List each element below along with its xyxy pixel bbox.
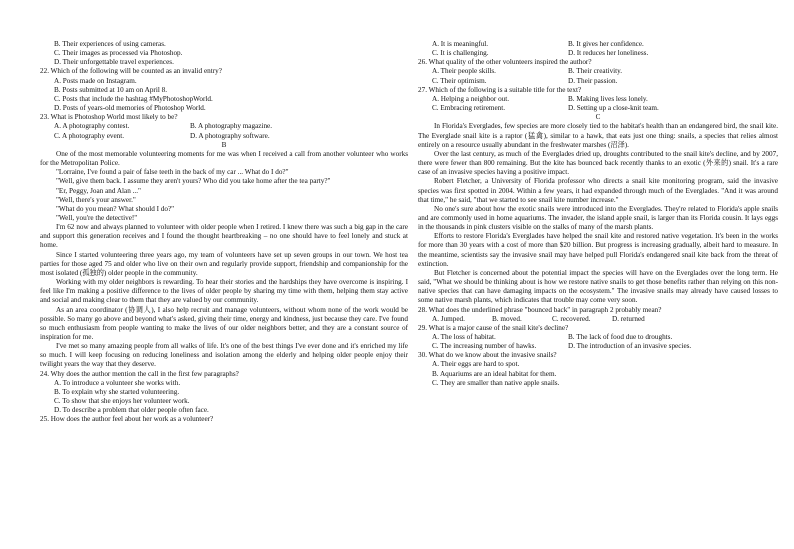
paragraph: No one's sure about how the exotic snails were introduced into the Everglades. They're related to Florida's apple snails and are commonly used in home aquariums. The invader, the island apple snail, is larger than its Florida cousin. It lays eggs in the thousands in pink clusters visible on the stalks of many of the marsh plants. [418,204,778,232]
question-text: 29. What is a major cause of the snail kite's decline? [418,323,569,332]
question-text: 25. How does the author feel about her work as a volunteer? [40,415,214,424]
answer-option: B. To explain why she started volunteering. [54,387,180,396]
dialogue-line: "Well, you're the detective!" [56,213,138,222]
answer-option: B. moved. [492,314,522,323]
answer-option: A. Their eggs are hard to spot. [432,360,520,369]
answer-option: A. Helping a neighbor out. [432,94,510,103]
answer-option-row [418,40,778,49]
answer-option: B. Their experiences of using cameras. [54,40,166,48]
answer-option: B. Making lives less lonely. [568,94,648,103]
question-text: 27. Which of the following is a suitable title for the text? [418,85,582,94]
answer-option: C. They are smaller than native apple snails. [432,378,560,387]
answer-option: A. A photography contest. [54,122,130,131]
answer-option-row [418,77,778,86]
dialogue-line: "Lorraine, I've found a pair of false teeth in the back of my car ... What do I do?" [56,168,289,177]
answer-option: A. To introduce a volunteer she works with. [54,378,181,387]
answer-option: C. A photography event. [54,131,125,140]
answer-option: D. Their passion. [568,76,618,85]
dialogue-line: "What do you mean? What should I do?" [56,204,175,213]
paragraph: "Well, give them back. I assume they aren't yours? Who did you take home after the tea party?" [56,177,331,186]
question-text: 28. What does the underlined phrase "bounced back" in paragraph 2 probably mean? [418,305,662,314]
question-text: 22. Which of the following will be counted as an invalid entry? [40,67,222,76]
answer-option-row [418,333,778,342]
answer-option-row [418,49,778,58]
answer-option: D. It reduces her loneliness. [568,49,649,58]
answer-option: D. Posts of years-old memories of Photoshop World. [54,104,206,113]
answer-option: C. Their optimism. [432,76,487,85]
answer-option: B. Aquariums are an ideal habitat for them. [432,369,557,378]
paragraph: As an area coordinator (协调人), I also help recruit and manage volunteers, without whom none of the work would be possible. So many go above and beyond what's asked, giving their time, energy and kindness, just because they care. I've found so much enthusiasm from people wanting to make the lives of our older neighbors better, and they are a constant source of inspiration for me. [40,305,408,341]
paragraph: Robert Fletcher, a University of Florida professor who directs a snail kite monitoring program, said the invasive species was first spotted in 2004. Within a few years, it had expanded through much of the Everglades. "And it was around that time," he said, "that we started to see snail kite number increase." [418,177,778,204]
answer-option-row [418,315,778,324]
question-text: 24. Why does the author mention the call in the first few paragraphs? [40,369,239,378]
answer-option: A. It is meaningful. [432,40,489,48]
answer-option: A. Posts made on Instagram. [54,76,137,85]
answer-option: B. It gives her confidence. [568,40,644,48]
answer-option: A. Their people skills. [432,67,496,76]
answer-option: B. The lack of food due to droughts. [568,333,673,341]
answer-option-row [40,132,408,141]
answer-option-row [40,122,408,131]
answer-option-row [418,67,778,76]
paragraph: Over the last century, as much of the Everglades dried up, droughts contributed to the snail kite's decline, and by 2007, there were fewer than 800 remaining. But the kite has bounced back recently thanks to an exotic (外来的) snail. It's a rare case of an invasive species having a positive impact. [418,149,778,177]
paragraph: But Fletcher is concerned about the potential impact the species will have on the Everglades over the long term. He said, "What we should be thinking about is how we restore native snails to get those benefits rather than relying on this non-native species that can have damaging impacts on the ecosystem." The invasive snails may already have caused losses to some native marsh plants, which indicates that trouble may come very soon. [418,268,778,305]
answer-option: C. recovered. [552,314,591,323]
paragraph: In Florida's Everglades, few species are more closely tied to the habitat's health than an endangered bird, the snail kite. The Everglade snail kite is a raptor (猛禽), similar to a hawk, that eats just one thing: snails, a species that relies almost entirely on a resource usually abundant in the freshwater marshes (沼泽). [418,122,778,149]
paragraph: Efforts to restore Florida's Everglades have helped the snail kite and restored native vegetation. It's been in the works for more than 30 years with a cost of more than $20 billion. But progress is increasing gradually, albeit hard to measure. In the meantime, scientists say the invasive snail may have helped pull Florida's endangered snail kite back from the threat of extinction. [418,232,778,268]
section-label: C [595,113,601,122]
paragraph: I'm 62 now and always planned to volunteer with older people when I retired. I knew there was such a big gap in the care and support this generation receives and I found the thought heartbreaking – no one should have to feel lonely and stuck at home. [40,223,408,250]
answer-option: C. Their images as processed via Photoshop. [54,49,183,58]
answer-option: B. A photography magazine. [190,122,273,131]
right-column [418,40,778,388]
answer-option: C. The increasing number of hawks. [432,342,537,351]
answer-option: D. Setting up a close-knit team. [568,104,659,113]
answer-option: B. Their creativity. [568,67,623,76]
answer-option: D. Their unforgettable travel experiences. [54,58,174,67]
answer-option: D. A photography software. [190,131,270,140]
answer-option: C. Posts that include the hashtag #MyPhotoshopWorld. [54,94,213,103]
answer-option: B. Posts submitted at 10 am on April 8. [54,85,168,94]
answer-option: A. Jumped. [432,314,465,323]
question-text: 26. What quality of the other volunteers inspired the author? [418,58,592,67]
answer-option: C. Embracing retirement. [432,104,506,113]
answer-option: D. The introduction of an invasive species. [568,342,692,351]
left-column [40,40,408,425]
answer-option: C. To show that she enjoys her volunteer work. [54,397,190,406]
paragraph: Since I started volunteering three years ago, my team of volunteers have set up seven groups in our town. We host tea parties for those aged 75 and older who live on their own and regularly provide support, friendship and companionship for the most isolated (孤独的) older people in the community. [40,250,408,277]
dialogue-line: "Well, there's your answer." [56,195,136,204]
answer-option: D. returned [612,314,645,323]
answer-option: D. To describe a problem that older people often face. [54,406,209,415]
dialogue-line: "Er, Peggy, Joan and Alan ..." [56,186,141,195]
question-text: 30. What do we know about the invasive snails? [418,351,557,360]
question-text: 23. What is Photoshop World most likely to be? [40,113,178,122]
paragraph: I've met so many amazing people from all walks of life. It's one of the best things I've ever done and it's enriched my life so much. I will keep focusing on reducing loneliness and isolation among the elderly and helping older people enjoy their twilight years the way that they deserve. [40,342,408,369]
paragraph: One of the most memorable volunteering moments for me was when I received a call from another volunteer who works for the Metropolitan Police. [40,149,408,168]
paragraph: Working with my older neighbors is rewarding. To hear their stories and the hardships they have overcome is inspiring. I feel like I'm making a positive difference to the lives of older people by sharing my time with them, helping them stay active and social and making clear to them that they are valued by our community. [40,278,408,305]
answer-option-row [418,342,778,351]
answer-option-row [418,95,778,104]
answer-option-row [418,104,778,113]
section-label: B [221,140,227,149]
answer-option: C. It is challenging. [432,49,489,58]
answer-option: A. The loss of habitat. [432,333,496,341]
